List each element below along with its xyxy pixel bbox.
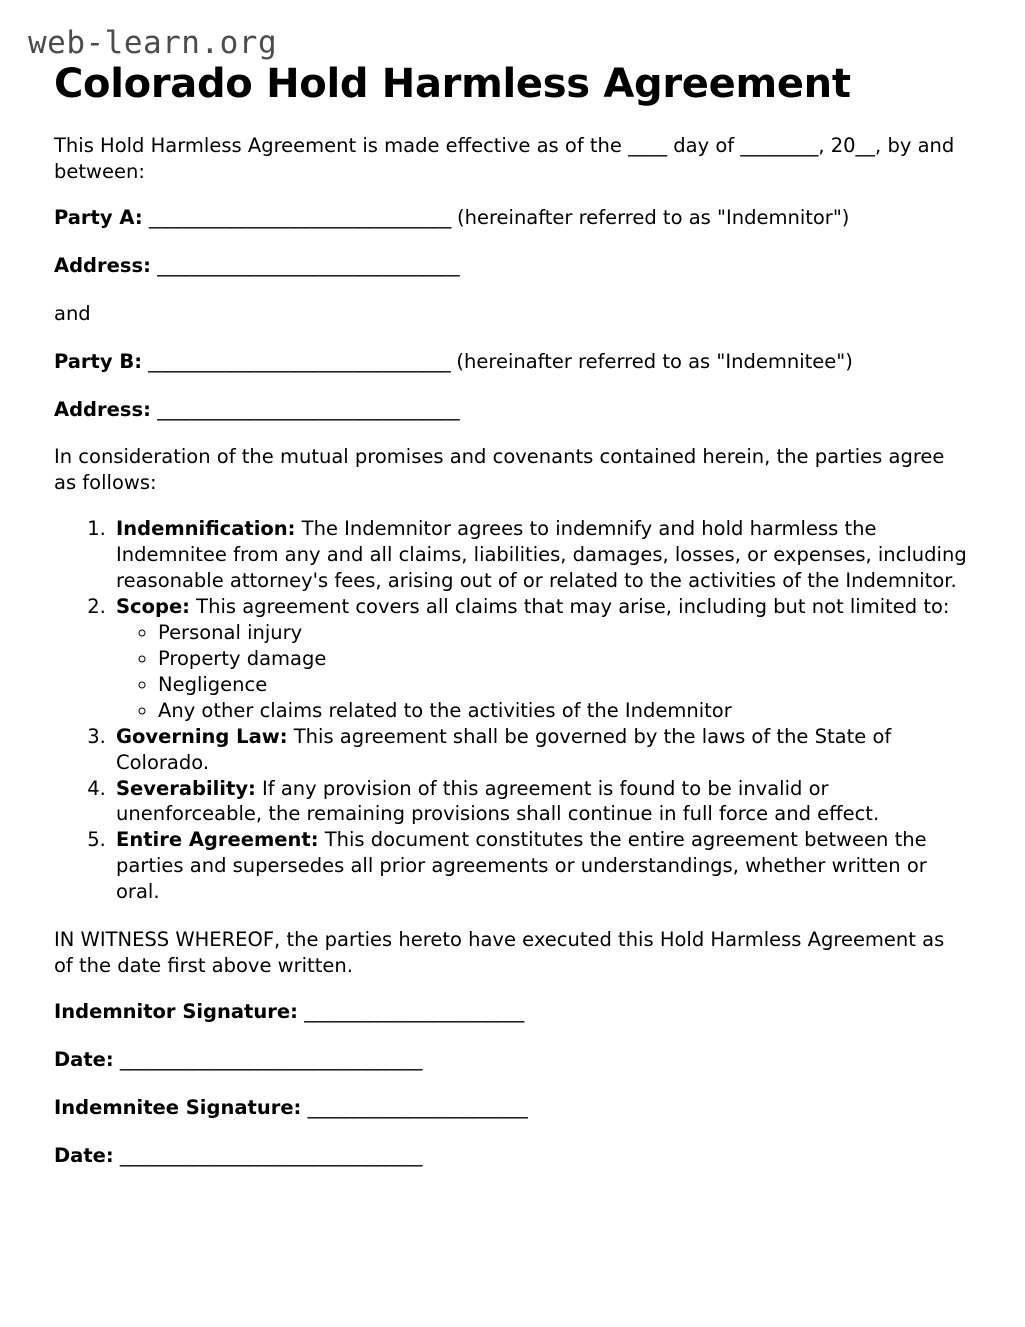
term-text: If any provision of this agreement is found to be invalid or unenforceable, the remaining provisions shall continue in full force and effect. [116, 776, 880, 826]
party-a-row [54, 205, 969, 231]
list-item: ◦ Any other claims related to the activities of the Indemnitor [158, 698, 969, 724]
term-text: The Indemnitor agrees to indemnify and hold harmless the Indemnitee from any and all claims, liabilities, damages, losses, or expenses, including reasonable attorney's fees, arising out of or related to the activities of the Indemnitor. [116, 517, 967, 593]
indemnitor-date-row [54, 1047, 969, 1073]
party-b-address-blank-line[interactable]: _________________________________ [157, 397, 460, 421]
party-a-label: Party A: [54, 205, 143, 229]
document-content [28, 25, 969, 1191]
terms-list [54, 516, 969, 905]
party-b-row [54, 349, 969, 375]
term-item [112, 516, 969, 594]
term-heading: Severability: [116, 776, 256, 800]
party-b-address-label: Address: [54, 397, 151, 421]
indemnitee-date-row [54, 1143, 969, 1169]
indemnitee-date-label: Date: [54, 1143, 114, 1167]
term-item [112, 594, 969, 724]
scope-sublist [116, 620, 969, 724]
party-b-suffix: (hereinafter referred to as "Indemnitee") [456, 349, 853, 373]
term-heading: Scope: [116, 595, 190, 619]
term-heading: Indemnification: [116, 517, 296, 541]
party-b-label: Party B: [54, 349, 143, 373]
list-item: ◦ Negligence [158, 672, 969, 698]
list-item: ◦ Personal injury [158, 620, 969, 646]
party-b-address-row [54, 397, 969, 423]
term-text: This agreement shall be governed by the laws of the State of Colorado. [116, 724, 892, 774]
indemnitee-signature-row [54, 1095, 969, 1121]
page-title: Colorado Hold Harmless Agreement [54, 61, 851, 107]
party-a-address-blank-line[interactable]: _________________________________ [157, 253, 460, 277]
term-item [112, 776, 969, 828]
indemnitee-date-blank-line[interactable]: _________________________________ [119, 1143, 422, 1167]
party-a-suffix: (hereinafter referred to as "Indemnitor") [456, 205, 850, 229]
indemnitor-date-label: Date: [54, 1047, 114, 1071]
witness-paragraph: IN WITNESS WHEREOF, the parties hereto have executed this Hold Harmless Agreement as of the date first above written. [54, 928, 945, 978]
indemnitor-signature-blank-line[interactable]: ________________________ [304, 999, 524, 1023]
intro-paragraph: This Hold Harmless Agreement is made effective as of the ____ day of ________, 20__, by and between: [54, 134, 955, 183]
party-a-address-row [54, 253, 969, 279]
indemnitor-date-blank-line[interactable]: _________________________________ [119, 1047, 422, 1071]
party-a-address-label: Address: [54, 253, 151, 277]
term-text: This document constitutes the entire agreement between the parties and supersedes all prior agreements or understandings, whether written or oral. [116, 828, 927, 904]
indemnitee-signature-label: Indemnitee Signature: [54, 1095, 302, 1119]
term-item [112, 827, 969, 905]
term-text: This agreement covers all claims that may arise, including but not limited to: [189, 595, 950, 619]
term-heading: Governing Law: [116, 724, 288, 748]
party-b-blank-line[interactable]: _________________________________ [148, 349, 451, 373]
conjunction-and: and [54, 301, 91, 325]
site-watermark: web-learn.org [28, 25, 278, 61]
party-a-blank-line[interactable]: _________________________________ [148, 205, 451, 229]
consideration-paragraph: In consideration of the mutual promises and covenants contained herein, the parties agree as follows: [54, 445, 945, 495]
indemnitee-signature-blank-line[interactable]: ________________________ [307, 1095, 528, 1119]
indemnitor-signature-label: Indemnitor Signature: [54, 999, 298, 1023]
list-item: ◦ Property damage [158, 646, 969, 672]
term-item [112, 724, 969, 776]
indemnitor-signature-row [54, 999, 969, 1025]
term-heading: Entire Agreement: [116, 828, 319, 852]
